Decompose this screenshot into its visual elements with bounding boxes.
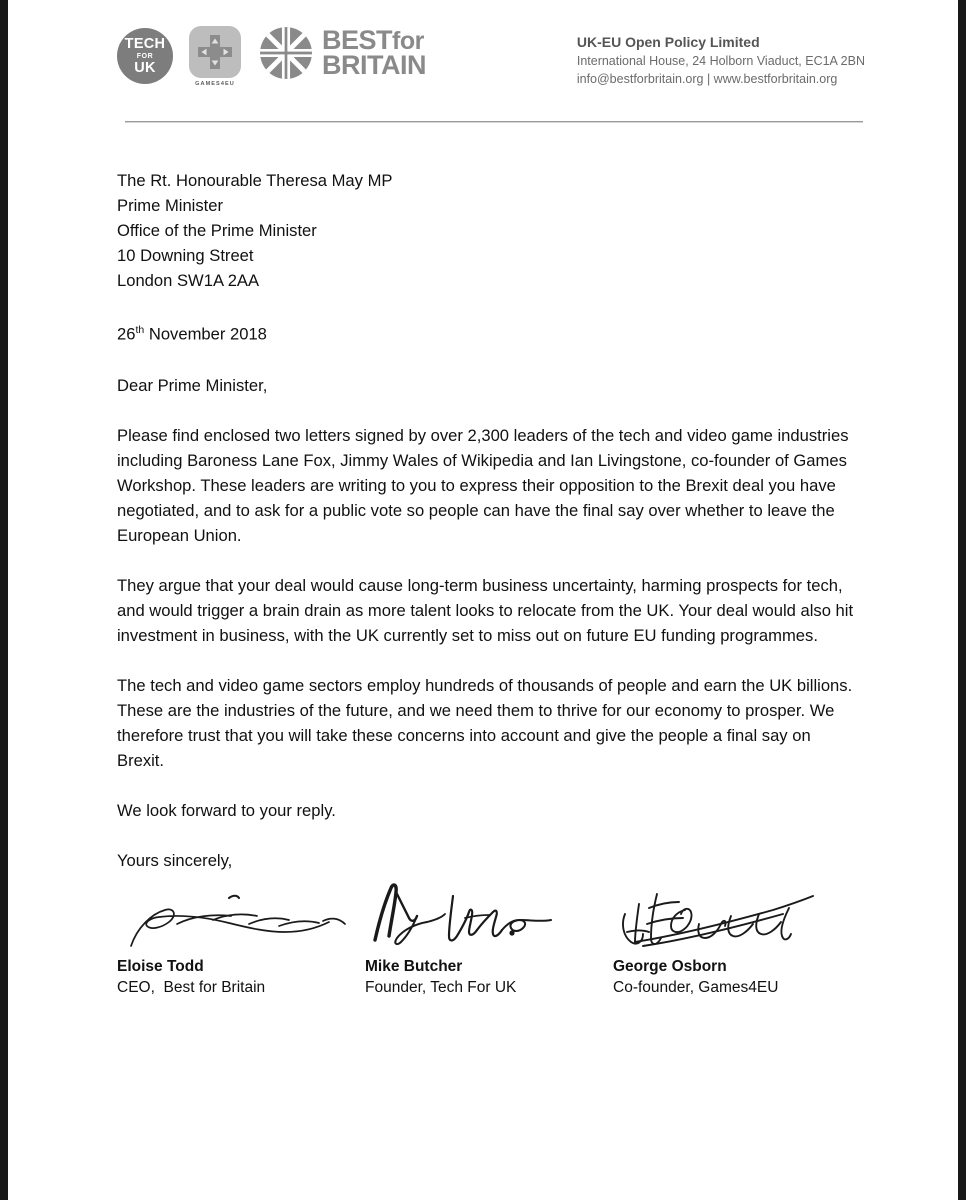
signature-image-george-osborn [613,878,861,956]
signatory-name: Mike Butcher [365,958,463,975]
tech-for-uk-line2: FOR [136,52,154,60]
logo-group [117,22,426,87]
signature-block [117,878,862,998]
tech-for-uk-line3: UK [134,59,156,76]
recipient-line-3: Office of the Prime Minister [117,221,317,240]
paragraph-1: Please find enclosed two letters signed by over 2,300 leaders of the tech and video game industries including Baroness Lane Fox, Jimmy Wales of Wikipedia and Ian Livingstone, co-founder of Games Workshop. These leaders are writing to you to express their opposition to the Brexit deal you have negotiated, and to ask for a public vote so people can have the final say over whether to leave the European Union. [117,425,849,545]
contact-block [577,32,865,89]
signatory-name: Eloise Todd [117,958,204,975]
games4eu-caption: GAMES4EU [195,81,235,87]
signature-image-eloise-todd [117,878,365,956]
signatory-mike-butcher [365,878,613,998]
paragraph-4: We look forward to your reply. [117,800,336,820]
header-divider [125,121,863,123]
tech-for-uk-logo [117,28,173,84]
recipient-line-5: London SW1A 2AA [117,271,260,290]
letter-page [8,0,958,1200]
bfb-word-best: BEST [322,25,393,56]
closing: Yours sincerely, [117,850,233,870]
recipient-address [117,168,857,293]
signatory-eloise-todd [117,878,365,998]
date-ordinal: th [135,324,145,336]
paragraph-2: They argue that your deal would cause long-term business uncertainty, harming prospects for tech, and would trigger a brain drain as more talent looks to relocate from the UK. Your deal would also hit investment in business, with the UK currently set to miss out on future EU funding programmes. [117,575,854,645]
paragraph-3: The tech and video game sectors employ hundreds of thousands of people and earn the UK billions. These are the industries of the future, and we need them to thrive for our economy to prosper. We therefore trust that you will take these concerns into account and give the people a final say on Brexit. [117,675,853,770]
date-rest: November 2018 [144,324,267,344]
letterhead [117,22,865,106]
tech-for-uk-line1: TECH [124,36,166,52]
games4eu-logo [189,26,241,87]
best-for-britain-wordmark [322,25,426,81]
letter-date [117,318,857,347]
salutation: Dear Prime Minister, [117,375,268,395]
recipient-line-4: 10 Downing Street [117,246,254,265]
bfb-word-for: for [392,27,424,56]
letter-body [117,168,857,873]
signature-image-mike-butcher [365,878,613,956]
date-day: 26 [117,324,136,344]
recipient-line-2: Prime Minister [117,196,224,215]
company-name: UK-EU Open Policy Limited [576,34,760,50]
company-address: International House, 24 Holborn Viaduct, EC1A 2BN [576,54,865,69]
best-for-britain-logo [259,26,426,80]
union-jack-roundel-icon [259,26,313,80]
recipient-line-1: The Rt. Honourable Theresa May MP [117,171,393,190]
signatory-title: Co-founder, Games4EU [613,979,779,996]
signatory-title: CEO, Best for Britain [117,979,266,996]
bfb-word-britain: BRITAIN [322,50,426,81]
company-email-website: info@bestforbritain.org | www.bestforbritain.org [576,72,838,87]
signatory-name: George Osborn [613,958,727,975]
signatory-title: Founder, Tech For UK [365,979,517,996]
signatory-george-osborn [613,878,861,998]
dpad-icon [189,26,241,78]
